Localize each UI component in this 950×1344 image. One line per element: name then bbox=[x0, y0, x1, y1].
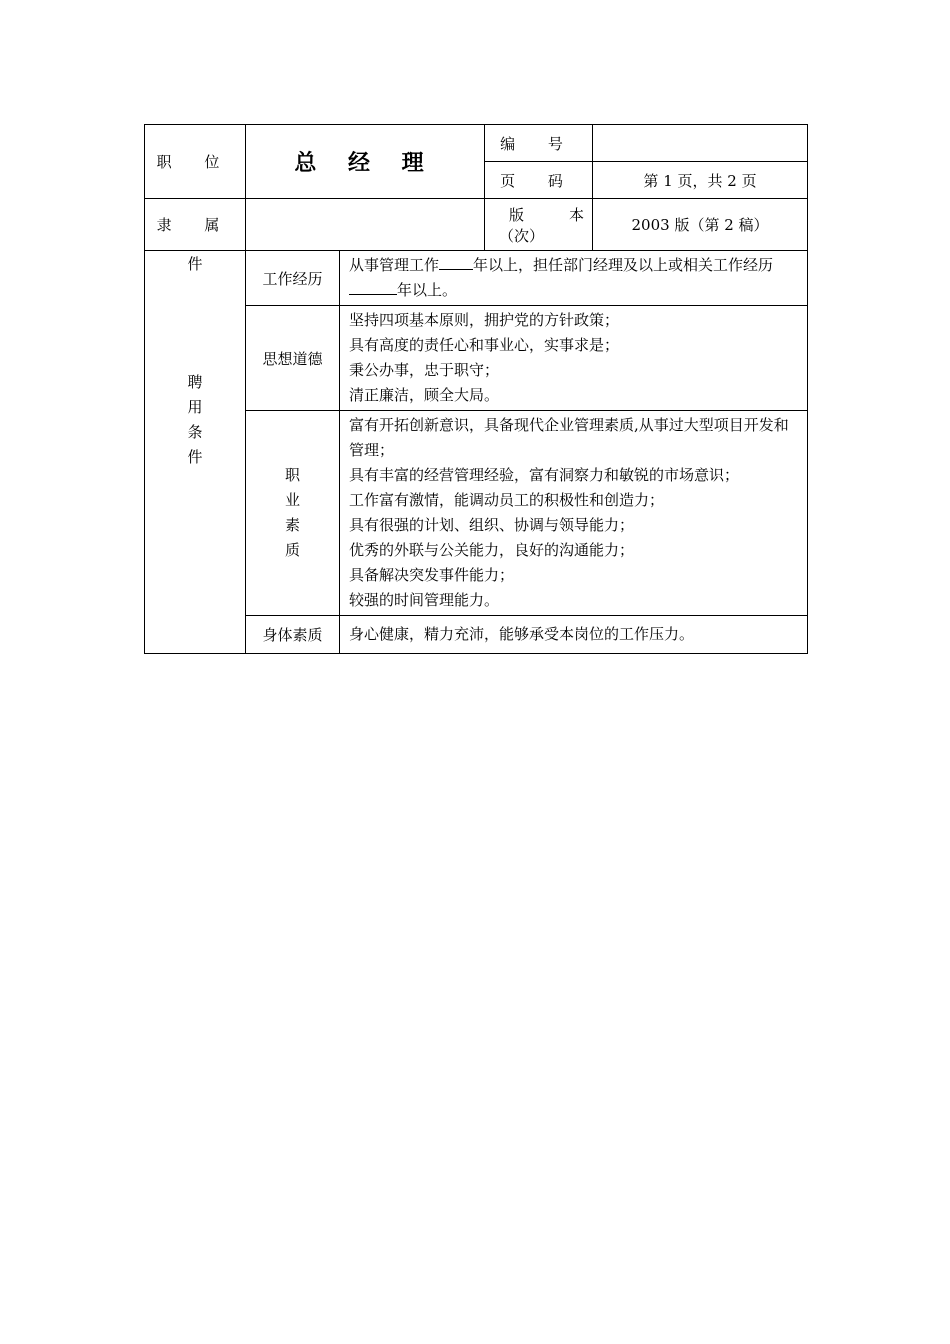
experience-content bbox=[340, 251, 808, 306]
professional-line: 优秀的外联与公关能力，良好的沟通能力； bbox=[349, 541, 635, 559]
version-label-top bbox=[485, 204, 592, 225]
professional-line: 工作富有激情，能调动员工的积极性和创造力； bbox=[349, 491, 665, 509]
version-label-b: 本 bbox=[569, 205, 585, 224]
morality-line: 坚持四项基本原则，拥护党的方针政策； bbox=[349, 311, 620, 329]
page-value-cell bbox=[593, 162, 808, 199]
number-value-cell bbox=[593, 125, 808, 162]
physical-content bbox=[340, 616, 808, 654]
professional-line: 具有丰富的经营管理经验，富有洞察力和敏锐的市场意识； bbox=[349, 466, 740, 484]
number-label: 编 号 bbox=[500, 134, 577, 153]
position-label: 职 位 bbox=[156, 153, 234, 171]
physical-label-cell bbox=[246, 616, 340, 654]
morality-line: 秉公办事，忠于职守； bbox=[349, 361, 500, 379]
morality-line: 清正廉洁，顾全大局。 bbox=[349, 386, 500, 404]
professional-line: 具有很强的计划、组织、协调与领导能力； bbox=[349, 516, 635, 534]
version-label-cell bbox=[485, 199, 593, 251]
position-value-cell bbox=[246, 125, 485, 199]
physical-label: 身体素质 bbox=[262, 626, 323, 644]
page-value: 第 1 页，共 2 页 bbox=[643, 171, 757, 190]
job-description-table bbox=[144, 124, 808, 654]
conditions-top-char: 件 bbox=[187, 255, 203, 273]
morality-content bbox=[340, 306, 808, 411]
blank-line bbox=[349, 280, 397, 295]
morality-line: 具有高度的责任心和事业心，实事求是； bbox=[349, 336, 620, 354]
belongs-label-cell bbox=[145, 199, 246, 251]
position-label-cell bbox=[145, 125, 246, 199]
version-value: 2003 版（第 2 稿） bbox=[631, 216, 769, 234]
page-label: 页 码 bbox=[500, 171, 577, 190]
page-label-cell bbox=[485, 162, 593, 199]
morality-label: 思想道德 bbox=[262, 349, 323, 368]
position-title: 总 经 理 bbox=[294, 151, 436, 176]
blank-line bbox=[439, 255, 473, 270]
experience-label: 工作经历 bbox=[262, 269, 323, 288]
belongs-label: 隶 属 bbox=[156, 216, 234, 234]
experience-text: 从事管理工作 年以上，担任部门经理及以上或相关工作经历年以上。 bbox=[349, 256, 774, 299]
professional-line: 具备解决突发事件能力； bbox=[349, 566, 515, 584]
number-label-cell bbox=[485, 125, 593, 162]
physical-line: 身心健康，精力充沛，能够承受本岗位的工作压力。 bbox=[349, 625, 695, 643]
belongs-value-cell bbox=[246, 199, 485, 251]
professional-content bbox=[340, 411, 808, 616]
morality-label-cell bbox=[246, 306, 340, 411]
conditions-side-cell bbox=[145, 251, 246, 654]
professional-line: 富有开拓创新意识，具备现代企业管理素质,从事过大型项目开发和管理； bbox=[349, 416, 789, 459]
experience-label-cell bbox=[246, 251, 340, 306]
version-label-a: 版 bbox=[509, 205, 525, 224]
professional-line: 较强的时间管理能力。 bbox=[349, 591, 500, 609]
professional-label-cell: 职 业 素 质 bbox=[246, 411, 340, 616]
version-value-cell bbox=[593, 199, 808, 251]
version-label-bottom: （次） bbox=[499, 226, 545, 245]
conditions-side-label: 聘 用 条 件 bbox=[187, 373, 203, 466]
